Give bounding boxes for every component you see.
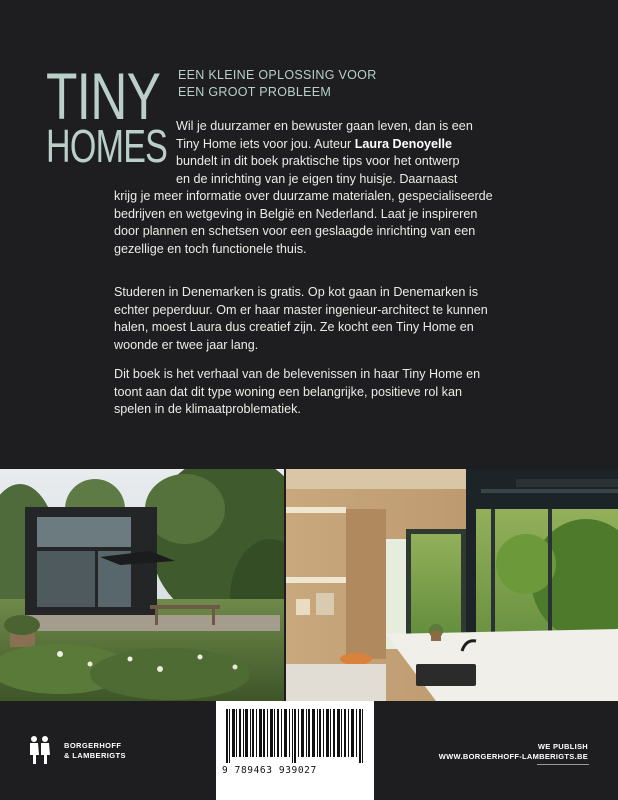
- tagline: [439, 742, 588, 762]
- tagline-rule: [537, 764, 589, 765]
- blurb-line: bedrijven en wetgeving in België en Nederland. Laat je inspireren: [114, 206, 478, 221]
- tagline-line-1: WE PUBLISH: [537, 742, 588, 751]
- isbn-number: 9 789463 939027: [222, 765, 317, 776]
- blurb-line: woonde er twee jaar lang.: [114, 337, 259, 352]
- publisher-name: [64, 741, 126, 761]
- blurb-line: echter peperduur. Om er haar master ingenieur-architect te kunnen: [114, 302, 488, 317]
- photo-interior: [286, 469, 618, 701]
- publisher-line-2: & LAMBERIGTS: [64, 751, 126, 760]
- blurb-line: en de inrichting van je eigen tiny huisje. Daarnaast: [176, 171, 458, 186]
- blurb-line: krijg je meer informatie over duurzame materialen, gespecialiseerde: [114, 189, 493, 203]
- blurb-text: Tiny Home iets voor jou. Auteur: [176, 136, 355, 151]
- subtitle-line-1: EEN KLEINE OPLOSSING VOOR: [178, 68, 377, 82]
- photo-strip: [0, 469, 618, 701]
- blurb-intro: [176, 118, 516, 188]
- blurb-line: spelen in de klimaatproblematiek.: [114, 402, 301, 416]
- blurb-paragraph-2: [114, 284, 516, 354]
- subtitle-line-2: EEN GROOT PROBLEEM: [178, 85, 332, 99]
- website-url: WWW.BORGERHOFF-LAMBERIGTS.BE: [438, 752, 588, 761]
- blurb-line: Wil je duurzamer en bewuster gaan leven, dan is een: [176, 119, 473, 133]
- blurb-line: halen, moest Laura dus creatief zijn. Ze kocht een Tiny Home en: [114, 320, 474, 334]
- blurb-line: [176, 136, 516, 154]
- title-homes: HOMES: [46, 120, 168, 172]
- blurb-line: bundelt in dit boek praktische tips voor het ontwerp: [176, 154, 460, 168]
- barcode-icon: [226, 709, 364, 763]
- blurb-paragraph-1-cont: [114, 188, 516, 258]
- barcode-box: [216, 701, 374, 800]
- blurb-line: gezellige en toch functionele thuis.: [114, 241, 307, 256]
- photo-exterior: [0, 469, 284, 701]
- title-tiny: TINY: [46, 59, 161, 133]
- blurb-line: toont aan dat dit type woning een belangrijke, positieve rol kan: [114, 384, 462, 399]
- publisher-logo: [26, 735, 54, 765]
- blurb-line: Dit boek is het verhaal van de belevenissen in haar Tiny Home en: [114, 367, 481, 381]
- blurb-line: door plannen en schetsen voor een geslaagde inrichting van een: [114, 224, 476, 238]
- two-figures-logo-icon: [26, 735, 54, 765]
- subtitle: [178, 67, 377, 101]
- blurb-line: Studeren in Denemarken is gratis. Op kot gaan in Denemarken is: [114, 285, 479, 299]
- blurb-paragraph-3: [114, 366, 516, 419]
- publisher-line-1: BORGERHOFF: [64, 741, 122, 750]
- author-name: Laura Denoyelle: [354, 136, 453, 151]
